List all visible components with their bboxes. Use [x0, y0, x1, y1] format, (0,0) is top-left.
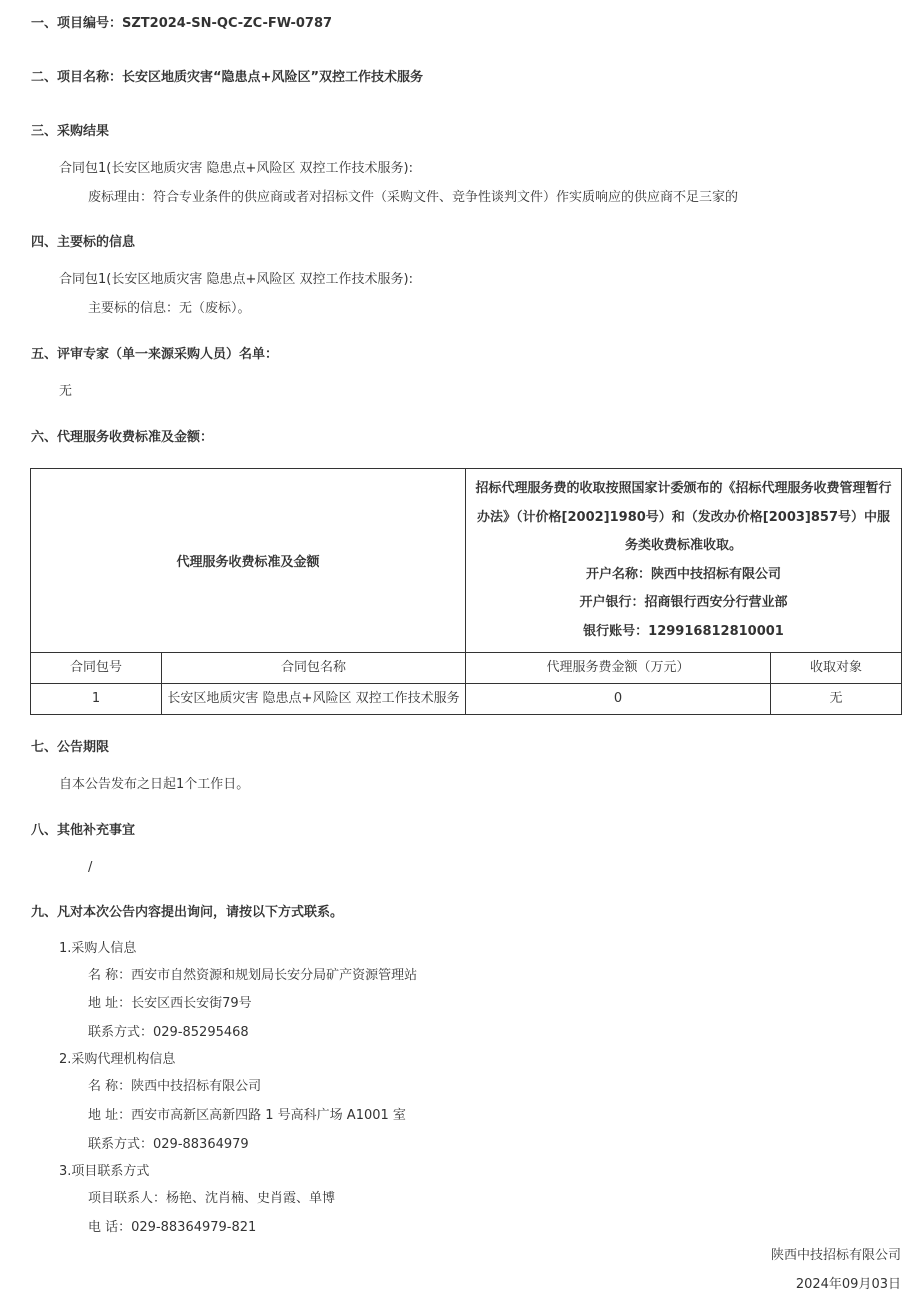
- fee-standard-label: 代理服务收费标准及金额: [31, 469, 466, 653]
- table-header-row: [31, 653, 902, 684]
- section-3-package: 合同包1(长安区地质灾害 隐患点+风险区 双控工作技术服务):: [59, 161, 413, 176]
- section-4-info: 主要标的信息：无（废标）。: [88, 301, 251, 316]
- footer-date: 2024年09月03日: [795, 1277, 901, 1292]
- section-3-reason: 废标理由：符合专业条件的供应商或者对招标文件（采购文件、竞争性谈判文件）作实质响应的供应商不足三家的: [88, 190, 739, 205]
- section-4-package: 合同包1(长安区地质灾害 隐患点+风险区 双控工作技术服务):: [59, 272, 413, 287]
- fee-standard-description: [466, 469, 902, 653]
- fee-table: [30, 468, 902, 715]
- project-name-label: 二、项目名称：: [31, 70, 123, 85]
- agency-name: 名 称：陕西中技招标有限公司: [88, 1079, 262, 1094]
- section-7-value: 自本公告发布之日起1个工作日。: [59, 777, 250, 792]
- header-fee-amount: 代理服务费金额（万元）: [466, 653, 771, 684]
- section-5-title: 五、评审专家（单一来源采购人员）名单：: [31, 347, 279, 362]
- section-8-value: /: [88, 860, 93, 875]
- project-number: [31, 15, 332, 33]
- project-number-label: 一、项目编号：: [31, 16, 123, 31]
- project-contact-title: 3.项目联系方式: [59, 1164, 150, 1179]
- bank-name: 开户银行：招商银行西安分行营业部: [579, 595, 788, 610]
- buyer-name: 名 称：西安市自然资源和规划局长安分局矿产资源管理站: [88, 968, 418, 983]
- section-9-title: 九、凡对本次公告内容提出询问，请按以下方式联系。: [31, 905, 344, 920]
- section-5-value: 无: [59, 384, 73, 399]
- section-3-title: 三、采购结果: [31, 124, 110, 139]
- header-package-no: 合同包号: [31, 653, 162, 684]
- cell-payer: 无: [771, 684, 902, 715]
- agency-contact: 联系方式：029-88364979: [88, 1137, 249, 1152]
- buyer-info-title: 1.采购人信息: [59, 941, 137, 956]
- section-4-title: 四、主要标的信息: [31, 235, 136, 250]
- cell-package-name: 长安区地质灾害 隐患点+风险区 双控工作技术服务: [162, 684, 466, 715]
- section-7-title: 七、公告期限: [31, 740, 110, 755]
- section-8-title: 八、其他补充事宜: [31, 823, 136, 838]
- cell-fee-amount: 0: [466, 684, 771, 715]
- project-contact-phone: 电 话：029-88364979-821: [88, 1220, 257, 1235]
- header-payer: 收取对象: [771, 653, 902, 684]
- project-contact-people: 项目联系人：杨艳、沈肖楠、史肖霞、单博: [88, 1191, 336, 1206]
- fee-standard-row: [31, 469, 902, 653]
- buyer-contact: 联系方式：029-85295468: [88, 1025, 249, 1040]
- agency-address: 地 址：西安市高新区高新四路 1 号高科广场 A1001 室: [88, 1108, 406, 1123]
- project-name: [31, 69, 423, 87]
- section-6-title: 六、代理服务收费标准及金额：: [31, 430, 214, 445]
- header-package-name: 合同包名称: [162, 653, 466, 684]
- buyer-address: 地 址：长安区西长安街79号: [88, 996, 252, 1011]
- footer-organization: 陕西中技招标有限公司: [770, 1248, 901, 1263]
- project-number-value: SZT2024-SN-QC-ZC-FW-0787: [122, 16, 333, 31]
- fee-description-text: 招标代理服务费的收取按照国家计委颁布的《招标代理服务收费管理暂行办法》（计价格[2002]1980号）和（发改办价格[2003]857号）中服务类收费标准收取。: [475, 481, 892, 553]
- account-number: 银行账号：129916812810001: [583, 623, 784, 639]
- table-row: [31, 684, 902, 715]
- project-name-value: 长安区地质灾害“隐患点+风险区”双控工作技术服务: [122, 70, 423, 85]
- account-name: 开户名称：陕西中技招标有限公司: [586, 566, 782, 582]
- cell-package-no: 1: [31, 684, 162, 715]
- agency-info-title: 2.采购代理机构信息: [59, 1052, 176, 1067]
